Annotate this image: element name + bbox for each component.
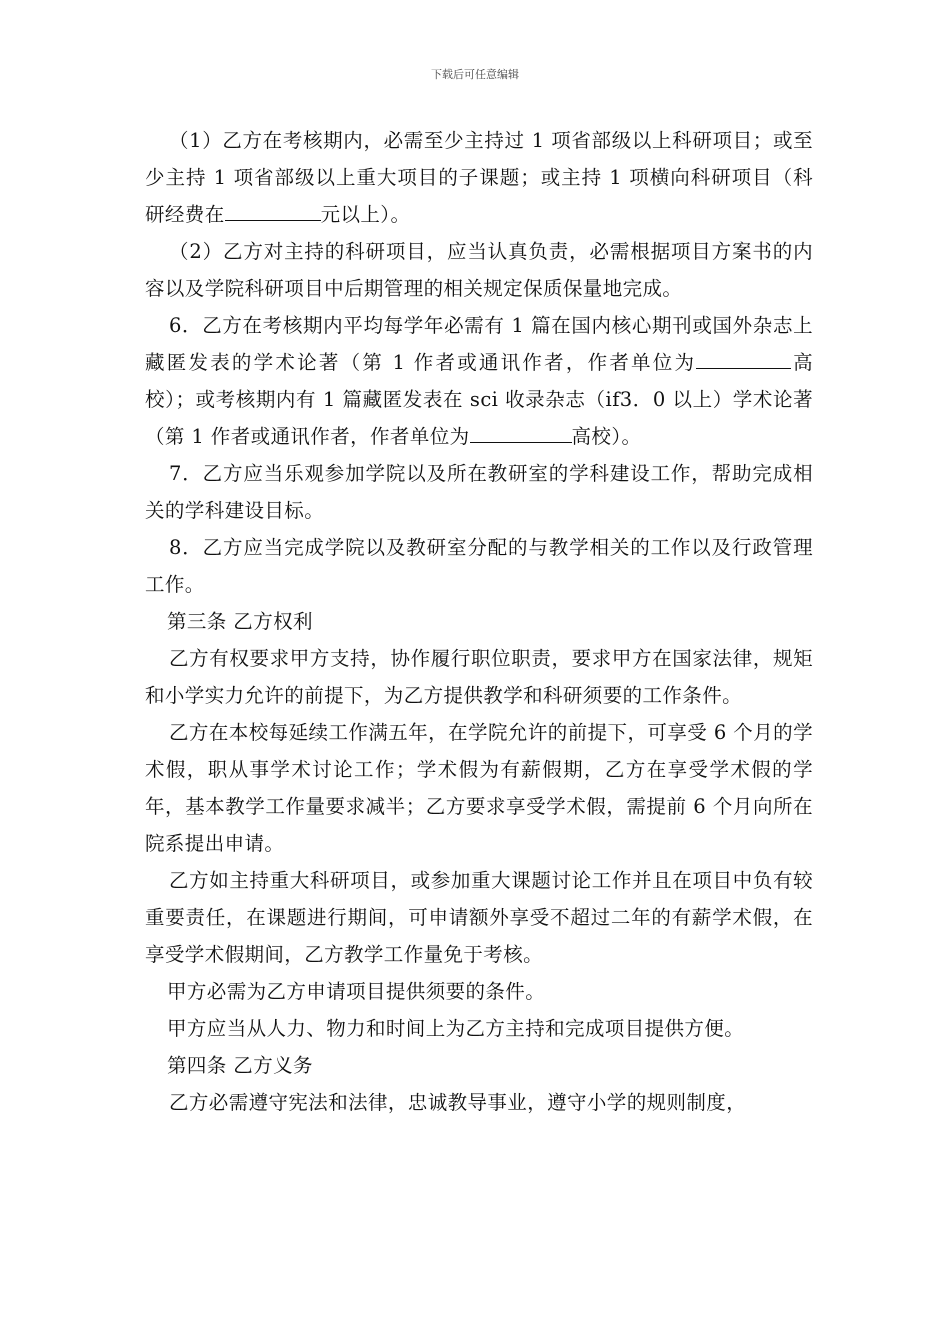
paragraph-p8	[145, 714, 813, 862]
paragraph-text: 乙方如主持重大科研项目，或参加重大课题讨论工作并且在项目中负有较重要责任，在课题进行期间，可申请额外享受不超过二年的有薪学术假，在享受学术假期间，乙方教学工作量免于考核。	[145, 869, 813, 966]
paragraph-p9	[145, 862, 813, 973]
fill-in-blank	[696, 348, 791, 369]
paragraph-text: （2）乙方对主持的科研项目，应当认真负责，必需根据项目方案书的内容以及学院科研项目中后期管理的相关规定保质保量地完成。	[145, 240, 813, 300]
paragraph-text: 乙方必需遵守宪法和法律，忠诚教导事业，遵守小学的规则制度，	[169, 1091, 747, 1114]
paragraph-p7	[145, 640, 813, 714]
paragraph-text: 8．乙方应当完成学院以及教研室分配的与教学相关的工作以及行政管理工作。	[145, 536, 813, 596]
paragraph-p3	[145, 307, 813, 455]
paragraph-p5	[145, 529, 813, 603]
paragraph-text: 第三条 乙方权利	[167, 610, 313, 633]
paragraph-p2	[145, 233, 813, 307]
paragraph-text: 高校）。	[571, 425, 642, 448]
page-header: 下载后可任意编辑	[431, 68, 519, 81]
paragraph-text: 乙方在本校每延续工作满五年，在学院允许的前提下，可享受 6 个月的学术假，职从事学术讨论工作；学术假为有薪假期，乙方在享受学术假的学年，基本教学工作量要求减半；乙方要求享受学术假，需提前 6 个月向所在院系提出申请。	[145, 721, 813, 855]
fill-in-blank	[225, 200, 321, 221]
paragraph-text: （1）乙方在考核期内，必需至少主持过 1 项省部级以上科研项目；或至少主持 1 项省部级以上重大项目的子课题；或主持 1 项横向科研项目（科研经费在	[145, 129, 813, 226]
paragraph-p13	[145, 1084, 813, 1121]
paragraph-p10	[145, 973, 813, 1010]
paragraph-text: 6．乙方在考核期内平均每学年必需有 1 篇在国内核心期刊或国外杂志上藏匿发表的学术论著（第 1 作者或通讯作者，作者单位为	[145, 314, 813, 374]
paragraph-text: 甲方应当从人力、物力和时间上为乙方主持和完成项目提供方便。	[167, 1017, 745, 1040]
paragraph-p1	[145, 122, 813, 233]
fill-in-blank	[470, 422, 572, 443]
paragraph-text: 高校）；或考核期内有 1 篇藏匿发表在 sci 收录杂志（if3．0 以上）学术论著（第 1 作者或通讯作者，作者单位为	[145, 351, 813, 448]
paragraph-p4	[145, 455, 813, 529]
paragraph-p6	[145, 603, 813, 640]
paragraph-text: 元以上）。	[320, 203, 411, 226]
paragraph-p11	[145, 1010, 813, 1047]
paragraph-text: 甲方必需为乙方申请项目提供须要的条件。	[167, 980, 546, 1003]
paragraph-text: 第四条 乙方义务	[167, 1054, 313, 1077]
paragraph-text: 乙方有权要求甲方支持，协作履行职位职责，要求甲方在国家法律，规矩和小学实力允许的前提下，为乙方提供教学和科研须要的工作条件。	[145, 647, 813, 707]
paragraph-text: 7．乙方应当乐观参加学院以及所在教研室的学科建设工作，帮助完成相关的学科建设目标。	[145, 462, 813, 522]
document-body	[145, 122, 813, 1121]
paragraph-p12	[145, 1047, 813, 1084]
